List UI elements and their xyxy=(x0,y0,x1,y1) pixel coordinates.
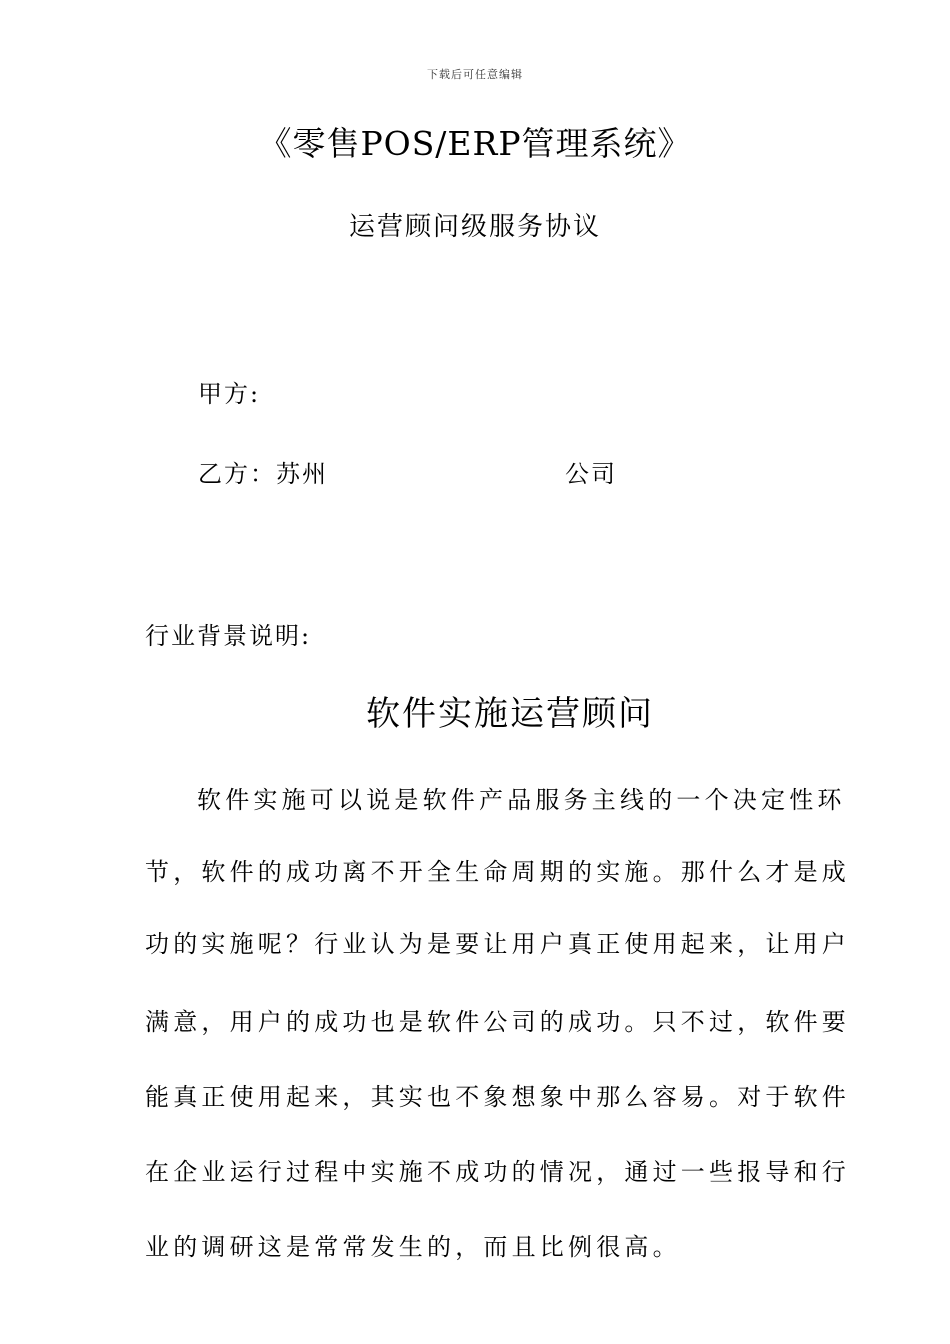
paragraph-line: 业的调研这是常常发生的，而且比例很高。 xyxy=(145,1233,681,1261)
document-title: 《零售POS/ERP管理系统》 xyxy=(258,124,692,163)
paragraph-line: 在企业运行过程中实施不成功的情况，通过一些报导和行 xyxy=(145,1158,850,1186)
party-a-label: 甲方: xyxy=(198,380,261,408)
paragraph-line: 能真正使用起来，其实也不象想象中那么容易。对于软件 xyxy=(145,1083,850,1111)
paragraph-line: 功的实施呢？行业认为是要让用户真正使用起来，让用户 xyxy=(145,930,850,958)
party-b-label: 乙方：苏州 xyxy=(198,460,328,488)
paragraph-line: 软件实施可以说是软件产品服务主线的一个决定性环 xyxy=(197,786,846,814)
party-b-company-suffix: 公司 xyxy=(565,460,617,488)
section-label: 行业背景说明: xyxy=(145,622,312,650)
section-heading: 软件实施运营顾问 xyxy=(366,694,654,734)
header-note: 下载后可任意编辑 xyxy=(427,68,523,81)
paragraph-line: 满意，用户的成功也是软件公司的成功。只不过，软件要 xyxy=(145,1008,850,1036)
paragraph-line: 节，软件的成功离不开全生命周期的实施。那什么才是成 xyxy=(145,858,850,886)
document-subtitle: 运营顾问级服务协议 xyxy=(348,212,601,242)
